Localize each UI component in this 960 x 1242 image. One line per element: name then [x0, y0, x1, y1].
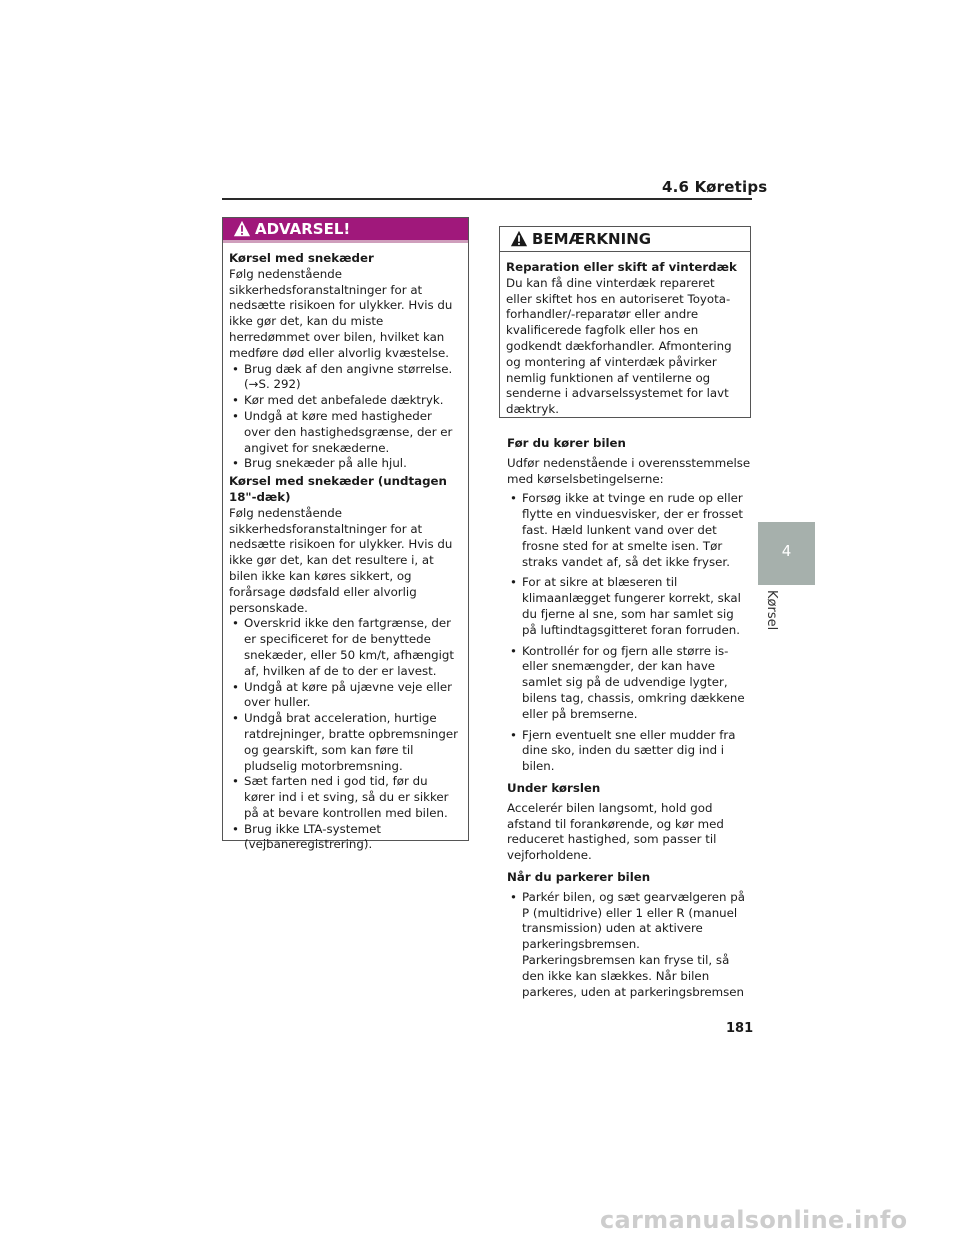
warning-triangle-icon: [233, 220, 251, 238]
warning-s1-list: [229, 362, 460, 473]
watermark: carmanualsonline.info: [600, 1206, 908, 1234]
list-item: • Parkér bilen, og sæt gearvælgeren på P (multidrive) eller 1 eller R (manuel transmission) uden at aktivere parkeringsbremsen. Parkeringsbremsen kan fryse til, så den ikke kan slækkes. Når bilen parkeres, uden at parkeringsbremsen: [507, 890, 751, 1001]
chapter-number: 4: [781, 542, 792, 560]
caution-triangle-icon: [510, 230, 528, 248]
list-item: • Sæt farten ned i god tid, før du kører ind i et sving, så du er sikker på at bevare kontrollen med bilen.: [229, 774, 460, 821]
chapter-tab: [758, 522, 815, 585]
heading-while-driving: Under kørslen: [507, 780, 601, 795]
list-item: • Kør med det anbefalede dæktryk.: [229, 393, 460, 409]
header-rule: [222, 198, 752, 200]
page-number: 181: [726, 1021, 754, 1036]
warning-s2-list: [229, 616, 460, 853]
list-item: • Undgå at køre med hastigheder over den hastighedsgrænse, der er angivet for snekæderne.: [229, 409, 460, 456]
note-box: [499, 226, 751, 418]
chapter-label-text: Kørsel: [764, 590, 779, 631]
list-item: • Undgå at køre på ujævne veje eller over huller.: [229, 680, 460, 712]
list-item: • Undgå brat acceleration, hurtige ratdrejninger, bratte opbremsninger og gearskift, som kan føre til pludselig motorbremsning.: [229, 711, 460, 774]
warning-s2-intro: Følg nedenstående sikkerhedsforanstaltninger for at nedsætte risikoen for ulykker. Hvis du ikke gør det, kan det resultere i, at bilen ikke kan køres sikkert, og forårsage dødsfald eller alvorlig personskade.: [229, 505, 453, 615]
note-title: BEMÆRKNING: [532, 230, 652, 248]
list-item: • Forsøg ikke at tvinge en rude op eller flytte en vinduesvisker, der er frosset fast. Hæld lunkent vand over det frosne sted for at smelte isen. Tør straks vandet af, så det ikke fryser.: [507, 491, 751, 570]
note-heading: Reparation eller skift af vinterdæk: [506, 260, 737, 274]
note-text: Du kan få dine vinterdæk repareret eller skiftet hos en autoriseret Toyota-forhandler/-reparatør eller andre kvalificerede fagfolk eller hos en godkendt dækforhandler. Afmontering og montering af vinterdæk påvirker nemlig funktionen af ventilerne og senderne i advarselssystemet for lavt dæktryk.: [506, 275, 732, 417]
chapter-label: [763, 590, 783, 650]
warning-body: [223, 243, 468, 853]
warning-s1-heading: Kørsel med snekæder: [229, 251, 374, 265]
heading-when-parking: Når du parkerer bilen: [507, 869, 651, 884]
section-header: 4.6 Køretips: [662, 178, 768, 196]
warning-box: [222, 217, 469, 852]
heading-before-driving: Før du kører bilen: [507, 436, 626, 450]
main-column: [507, 430, 751, 1005]
list-item: • Brug ikke LTA-systemet (vejbaneregistrering).: [229, 822, 460, 854]
warning-s2-heading: Kørsel med snekæder (undtagen 18"-dæk): [229, 474, 447, 504]
before-driving-list: [507, 491, 751, 775]
list-item: • For at sikre at blæseren til klimaanlægget fungerer korrekt, skal du fjerne al sne, som har samlet sig på luftindtagsgitteret foran forruden.: [507, 575, 751, 638]
parking-list: [507, 890, 751, 1001]
paragraph: Accelerér bilen langsomt, hold god afstand til forankørende, og kør med reduceret hastighed, som passer til vejforholdene.: [507, 800, 724, 863]
warning-title-bar: [223, 218, 468, 243]
warning-s1-intro: Følg nedenstående sikkerhedsforanstaltninger for at nedsætte risikoen for ulykker. Hvis du ikke gør det, kan du miste herredømmet over bilen, hvilket kan medføre død eller alvorlig kvæstelse.: [229, 266, 453, 360]
list-item: • Kontrollér for og fjern alle større is- eller snemængder, der kan have samlet sig på de udvendige lygter, bilens tag, chassis, omkring dækkene eller på bremserne.: [507, 644, 751, 723]
note-title-bar: [500, 227, 750, 252]
warning-title: ADVARSEL!: [255, 220, 351, 238]
note-body: [500, 252, 750, 418]
list-item: • Brug snekæder på alle hjul.: [229, 456, 460, 472]
list-item: • Fjern eventuelt sne eller mudder fra dine sko, inden du sætter dig ind i bilen.: [507, 728, 751, 775]
paragraph: Udfør nedenstående i overensstemmelse med kørselsbetingelserne:: [507, 455, 751, 486]
list-item: • Brug dæk af den angivne størrelse. (→S. 292): [229, 362, 460, 394]
list-item: • Overskrid ikke den fartgrænse, der er specificeret for de benyttede snekæder, eller 50 km/t, afhængigt af, hvilken af de to der er lavest.: [229, 616, 460, 679]
